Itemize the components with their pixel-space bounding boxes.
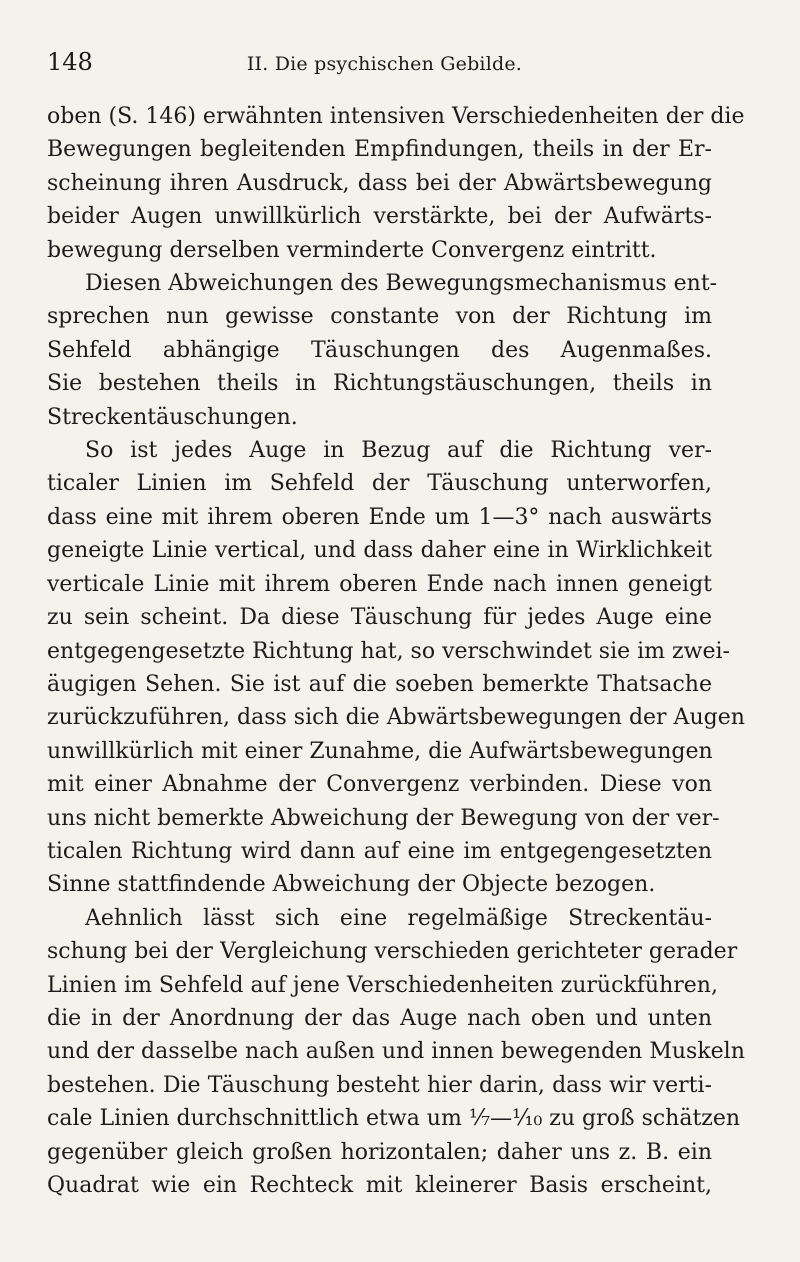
running-head: II. Die psychischen Gebilde. <box>246 53 523 75</box>
page-number: 148 <box>47 48 93 76</box>
text-line: die in der Anordnung der das Auge nach oben und unten <box>47 1005 712 1031</box>
text-line: unwillkürlich mit einer Zunahme, die Aufwärtsbewegungen <box>47 738 713 764</box>
text-line: oben (S. 146) erwähnten intensiven Verschiedenheiten der die <box>47 104 745 129</box>
body-text <box>47 100 745 1202</box>
text-line: Quadrat wie ein Rechteck mit kleinerer Basis erscheint, <box>47 1173 712 1198</box>
text-line: entgegengesetzte Richtung hat, so verschwindet sie im zwei- <box>47 638 730 664</box>
page-header <box>47 48 712 88</box>
text-line: uns nicht bemerkte Abweichung der Bewegung von der ver- <box>47 805 720 831</box>
text-line: zu sein scheint. Da diese Täuschung für jedes Auge eine <box>47 605 712 631</box>
text-line: Linien im Sehfeld auf jene Verschiedenheiten zurückführen, <box>47 972 718 998</box>
text-line: ticaler Linien im Sehfeld der Täuschung unterworfen, <box>47 471 712 497</box>
text-line: geneigte Linie vertical, und dass daher eine in Wirklichkeit <box>47 538 712 564</box>
text-line: bewegung derselben verminderte Convergenz eintritt. <box>47 237 657 263</box>
text-line: So ist jedes Auge in Bezug auf die Richtung ver- <box>85 438 712 464</box>
text-line: äugigen Sehen. Sie ist auf die soeben bemerkte Thatsache <box>47 671 712 697</box>
text-line: Diesen Abweichungen des Bewegungsmechanismus ent- <box>85 271 718 297</box>
text-line: Sinne stattfindende Abweichung der Objecte bezogen. <box>47 872 656 898</box>
text-line: ticalen Richtung wird dann auf eine im entgegengesetzten <box>47 838 712 864</box>
text-line: scheinung ihren Ausdruck, dass bei der Abwärtsbewegung <box>47 170 712 196</box>
text-line: bestehen. Die Täuschung besteht hier darin, dass wir verti- <box>47 1072 712 1098</box>
text-line: beider Augen unwillkürlich verstärkte, bei der Aufwärts- <box>47 204 712 230</box>
text-line: Sie bestehen theils in Richtungstäuschungen, theils in <box>47 371 712 397</box>
text-line: Bewegungen begleitenden Empfindungen, theils in der Er- <box>47 137 712 163</box>
text-line: Sehfeld abhängige Täuschungen des Augenmaßes. <box>47 337 712 363</box>
text-line: mit einer Abnahme der Convergenz verbinden. Diese von <box>47 772 712 798</box>
text-line: gegenüber gleich großen horizontalen; daher uns z. B. ein <box>47 1139 712 1165</box>
text-line: cale Linien durchschnittlich etwa um ⅐—⅒ zu groß schätzen <box>47 1106 741 1132</box>
text-line: und der dasselbe nach außen und innen bewegenden Muskeln <box>47 1039 745 1065</box>
text-line: Streckentäuschungen. <box>47 404 298 430</box>
text-line: Aehnlich lässt sich eine regelmäßige Streckentäu- <box>85 905 712 931</box>
text-line: schung bei der Vergleichung verschieden gerichteter gerader <box>47 939 738 965</box>
text-line: zurückzuführen, dass sich die Abwärtsbewegungen der Augen <box>47 705 745 731</box>
text-line: dass eine mit ihrem oberen Ende um 1—3° nach auswärts <box>47 504 712 530</box>
text-line: sprechen nun gewisse constante von der Richtung im <box>47 304 712 330</box>
text-line: verticale Linie mit ihrem oberen Ende nach innen geneigt <box>47 571 712 597</box>
